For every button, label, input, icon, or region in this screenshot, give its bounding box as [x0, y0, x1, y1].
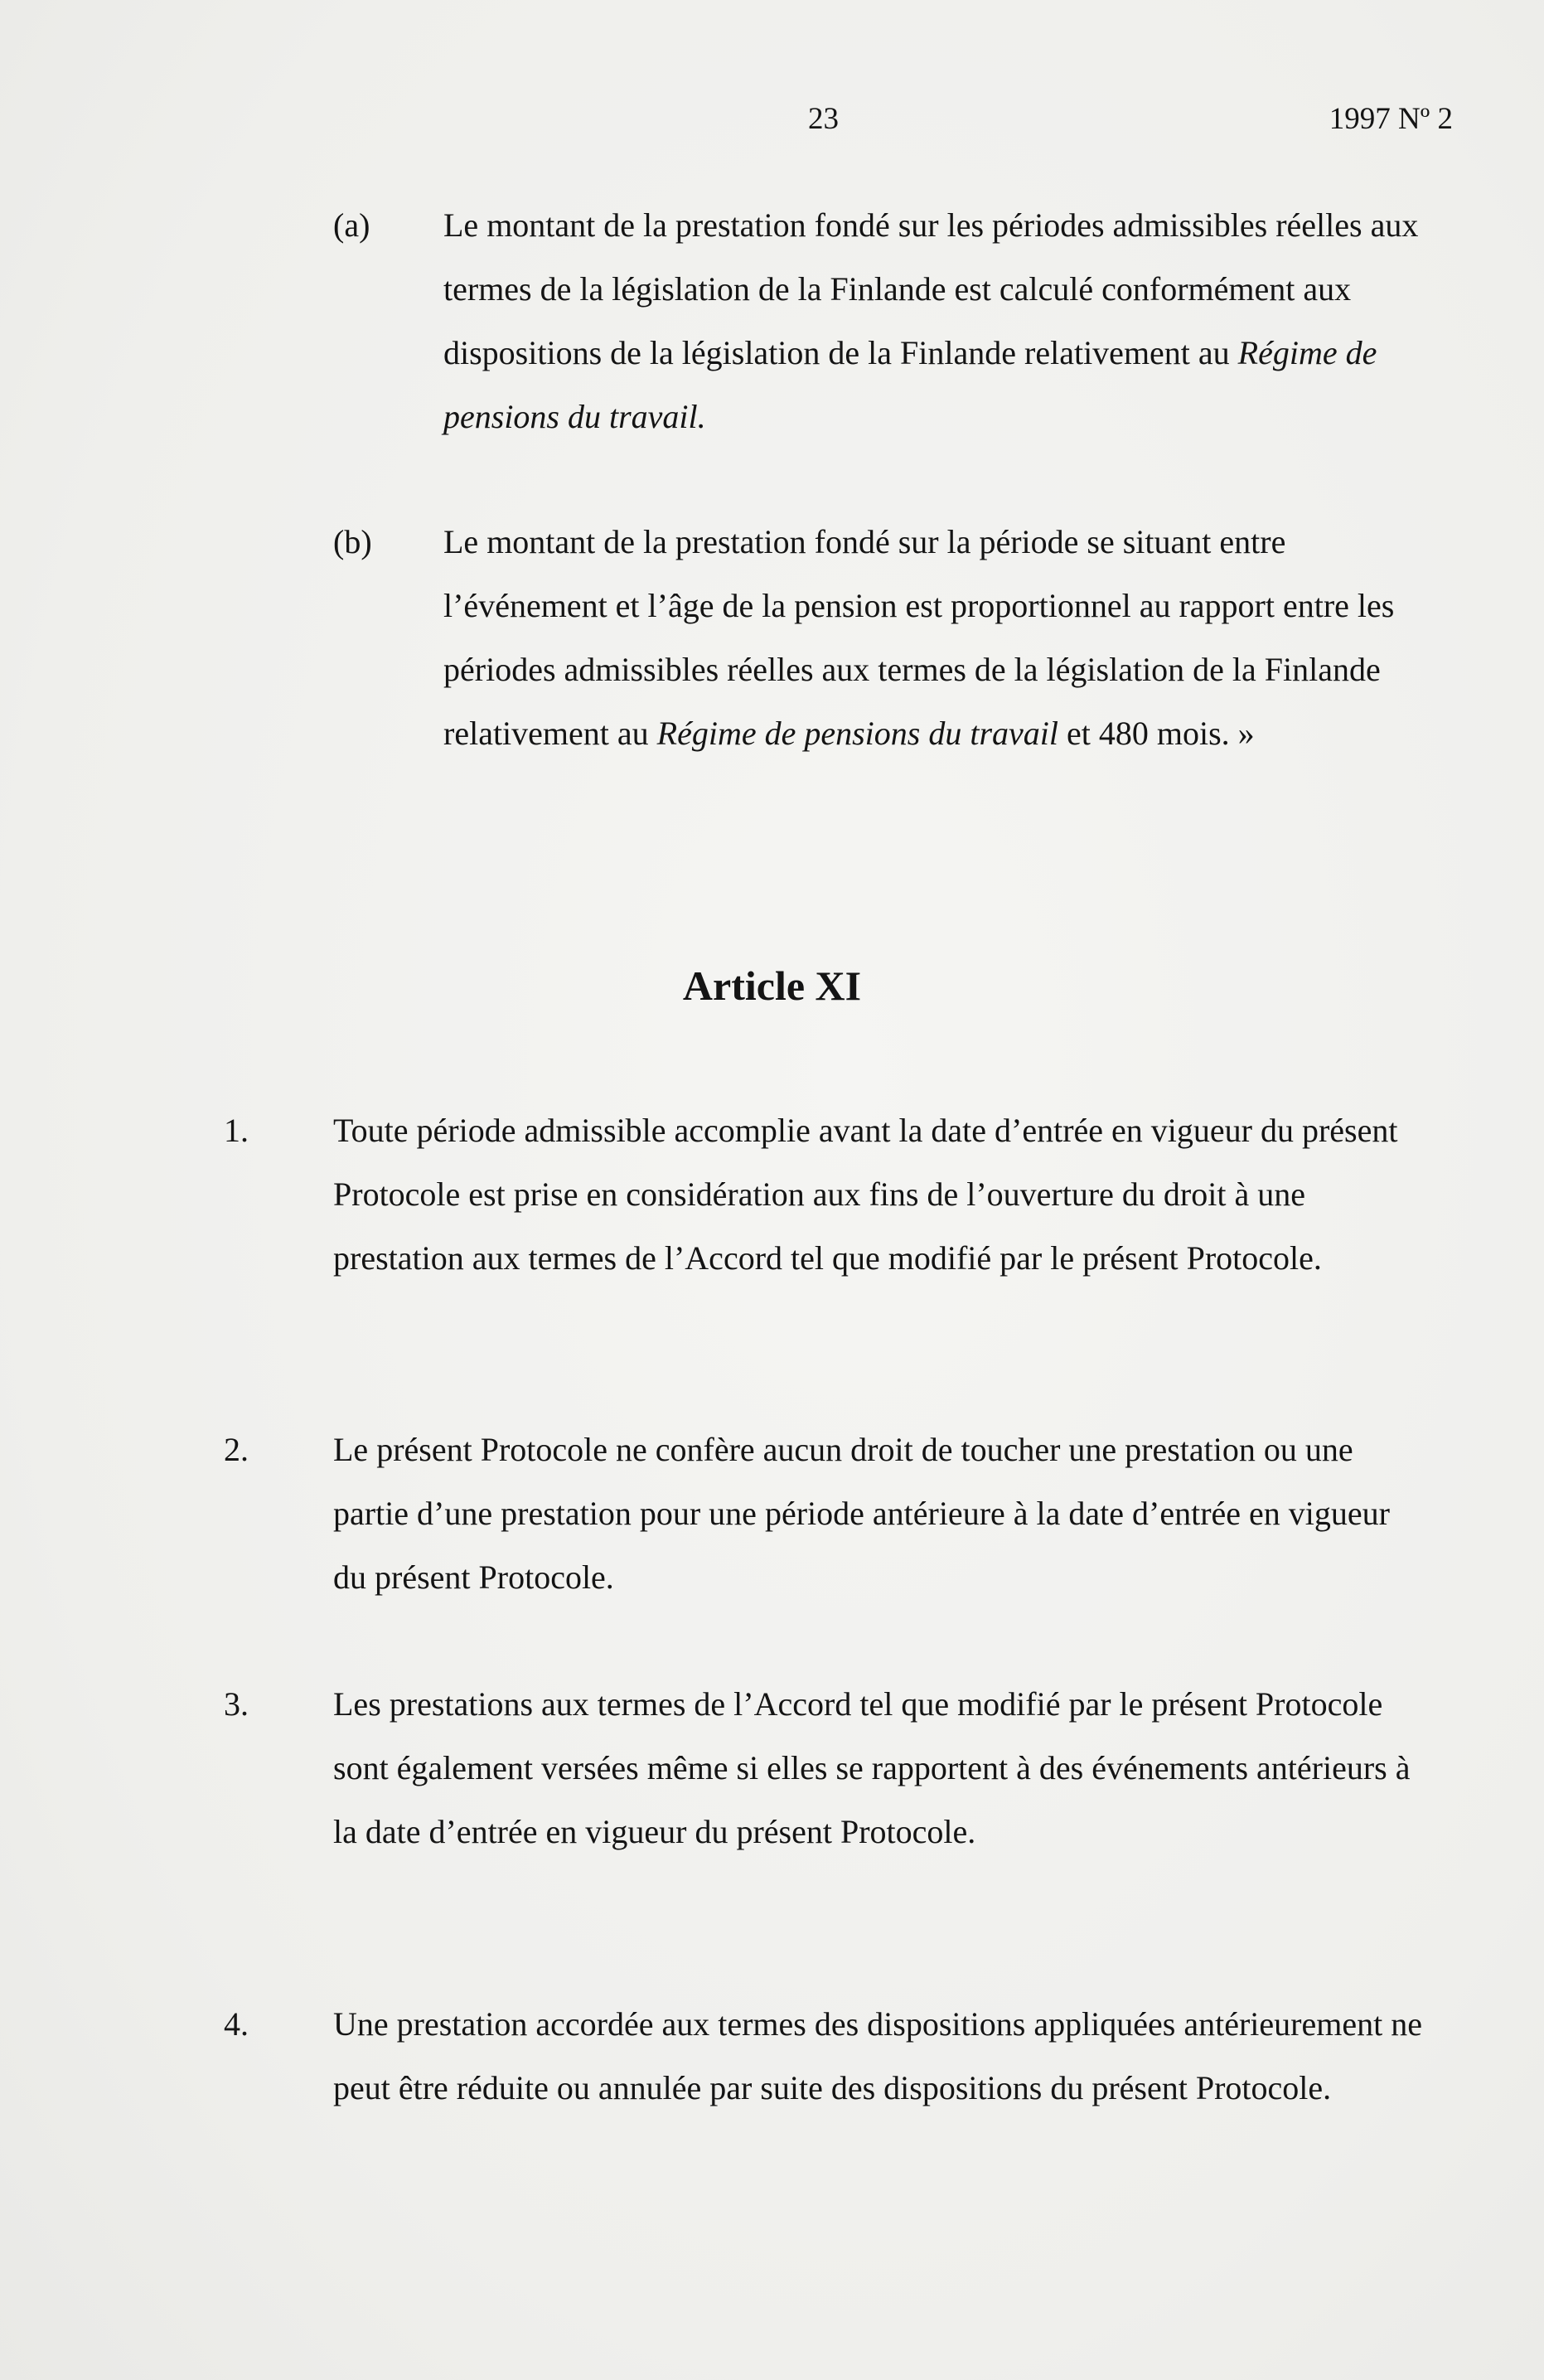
paragraph-number: 4.	[224, 2005, 249, 2043]
page-number: 23	[808, 102, 839, 136]
paragraph-text: Les prestations aux termes de l’Accord tel que modifié par le présent Protocole sont également versées même si elles se rapportent à des événements antérieurs à la date d’entrée en vigueur du présent Protocole.	[333, 1685, 1411, 1850]
paragraph-number: 3.	[224, 1685, 249, 1723]
sub-item-text-normal: Le montant de la prestation fondé sur les périodes admissibles réelles aux termes de la législation de la Finlande est calculé conformément aux dispositions de la législation de la Finlande relativement au	[443, 206, 1419, 371]
sub-item-text	[443, 193, 1421, 448]
paragraph-number: 2.	[224, 1431, 249, 1468]
sub-item-text-italic: Régime de pensions du travail	[656, 715, 1059, 752]
sub-item-text-normal: Le montant de la prestation fondé sur la période se situant entre l’événement et l’âge de la pension est proportionnel au rapport entre les périodes admissibles réelles aux termes de la législation de la Finlande relativement au	[443, 523, 1395, 752]
sub-item-text	[443, 510, 1421, 765]
sub-item-marker: (b)	[333, 523, 372, 560]
paragraph-number: 1.	[224, 1112, 249, 1149]
sub-item-marker: (a)	[333, 206, 370, 244]
paragraph-text: Toute période admissible accomplie avant la date d’entrée en vigueur du présent Protocole est prise en considération aux fins de l’ouverture du droit à une prestation aux termes de l’Accord tel que modifié par le présent Protocole.	[333, 1112, 1398, 1277]
sub-item-text-italic: Régime de pensions du travail.	[443, 334, 1377, 435]
paragraph-text: Le présent Protocole ne confère aucun droit de toucher une prestation ou une partie d’une prestation pour une période antérieure à la date d’entrée en vigueur du présent Protocole.	[333, 1431, 1390, 1596]
article-heading: Article XI	[682, 962, 862, 1009]
sub-item-text-tail: et 480 mois. »	[1058, 715, 1255, 752]
issue-reference: 1997 Nº 2	[1329, 102, 1453, 136]
paragraph-text: Une prestation accordée aux termes des dispositions appliquées antérieurement ne peut être réduite ou annulée par suite des dispositions du présent Protocole.	[333, 2005, 1422, 2106]
